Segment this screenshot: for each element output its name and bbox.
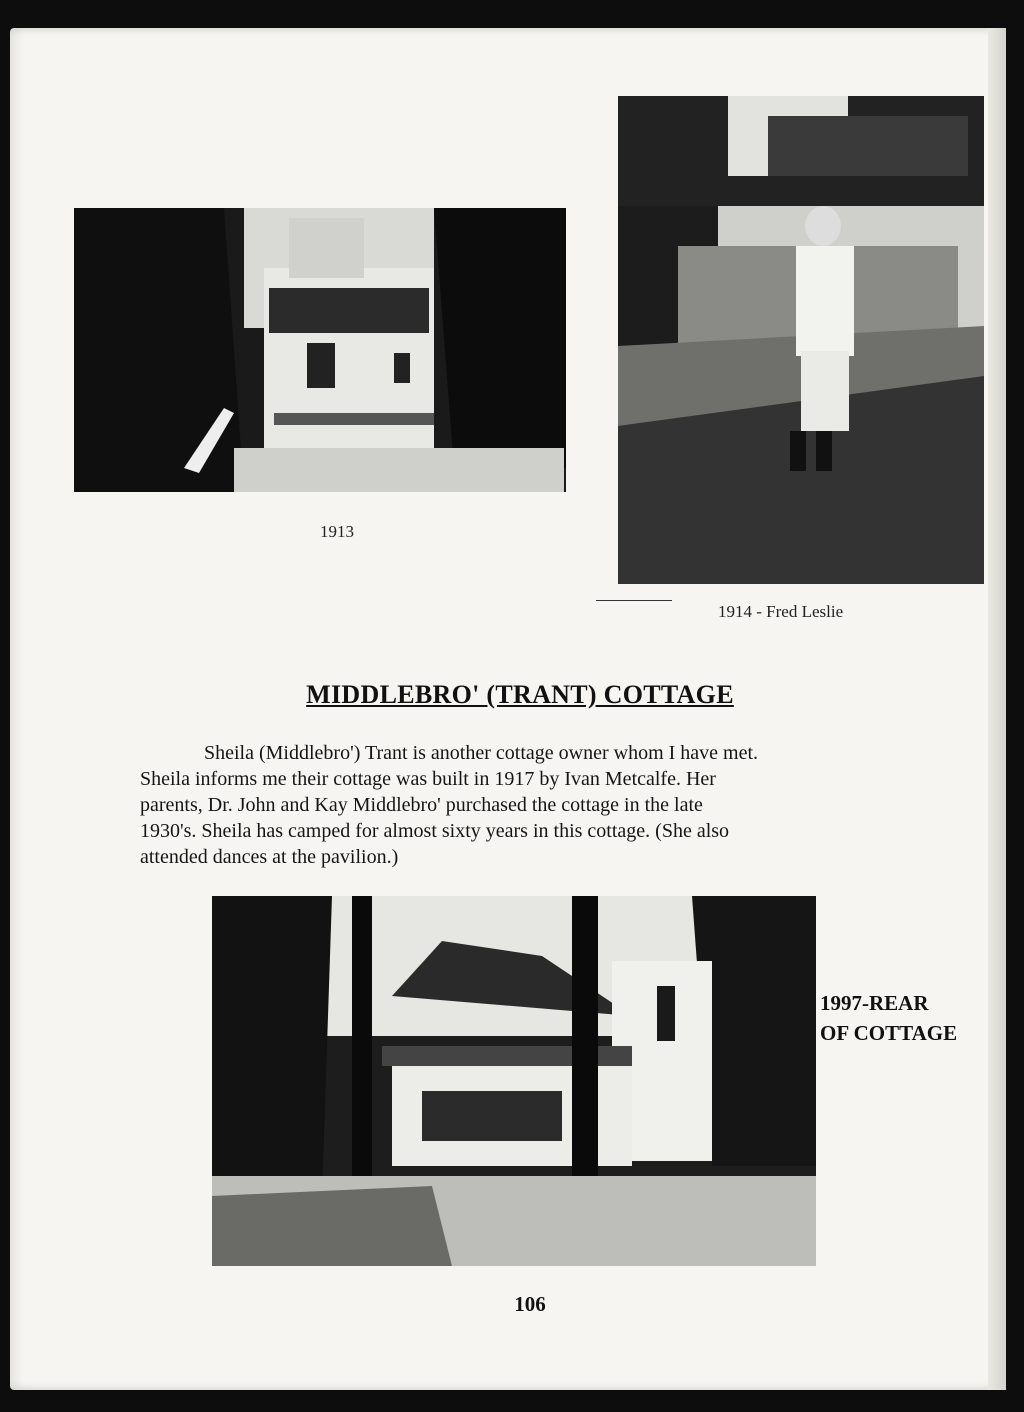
photo-1997-rear-of-cottage [212,896,816,1266]
photo-1913-caption: 1913 [320,522,354,541]
divider-line [596,600,672,601]
photo-1914-fred-leslie [618,96,984,584]
photo-1997-caption-line: 1997-REAR [820,991,929,1015]
article-line: Sheila informs me their cottage was built in 1917 by Ivan Metcalfe. Her [140,768,716,790]
article-line: Sheila (Middlebro') Trant is another cottage owner whom I have met. [204,742,759,764]
article-body [140,740,880,870]
page-edge [988,28,1006,1390]
article-line: 1930's. Sheila has camped for almost sixty years in this cottage. (She also [140,820,730,842]
photo-1997-caption [820,988,1010,1048]
photo-1913-cottage [74,208,566,492]
photo-1997-caption-line: OF COTTAGE [820,1021,958,1045]
article-line: parents, Dr. John and Kay Middlebro' purchased the cottage in the late [140,794,703,816]
photo-1914-caption: 1914 - Fred Leslie [718,602,844,621]
article-line: attended dances at the pavilion.) [140,846,399,868]
page-number: 106 [514,1292,546,1316]
article-title: MIDDLEBRO' (TRANT) COTTAGE [306,680,734,709]
